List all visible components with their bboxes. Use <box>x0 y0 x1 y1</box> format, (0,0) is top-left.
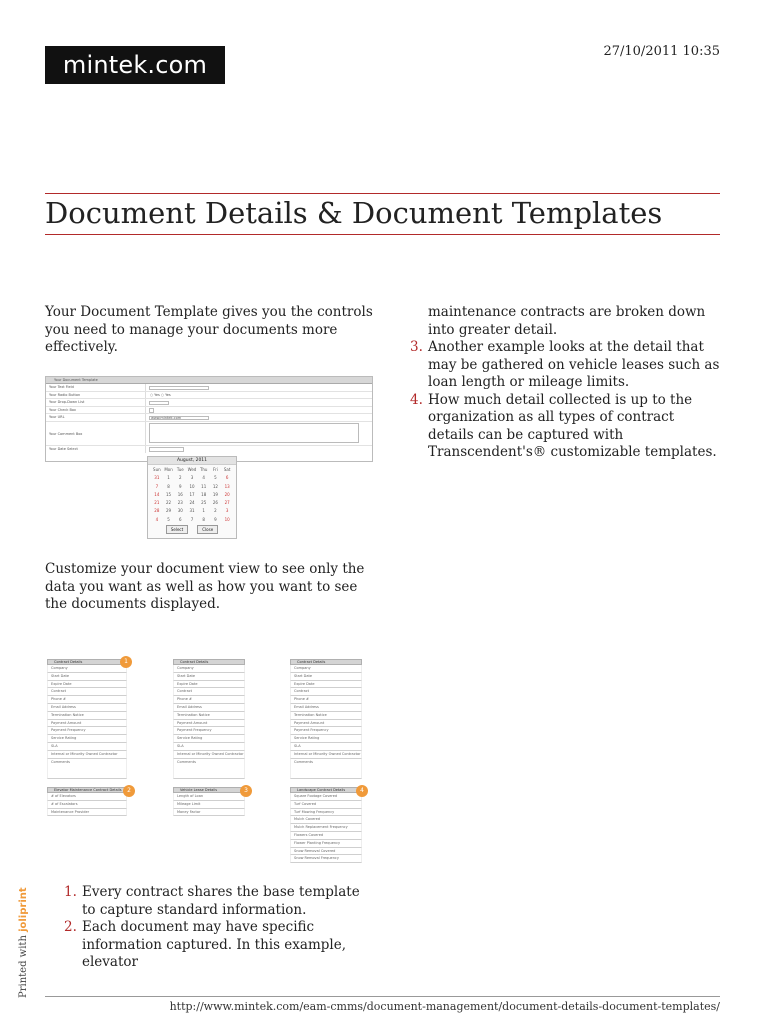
calendar-day-header: Thu <box>199 467 208 472</box>
template-field: # of Escalators <box>47 801 127 809</box>
template-contract_details <box>47 659 127 779</box>
template-field: Mulch Replacement Frequency <box>290 824 362 832</box>
form-label: Your Check Box <box>46 407 146 414</box>
customize-paragraph: Customize your document view to see only the data you want as well as how you want to see the documents displayed. <box>45 561 365 612</box>
template-header: Contract Details <box>47 659 127 665</box>
list-item: 1. Every contract shares the base template to capture standard information. <box>64 884 360 918</box>
page-title: Document Details & Document Templates <box>45 196 663 230</box>
calendar-date: 1 <box>202 508 205 514</box>
calendar-close-button: Close <box>197 525 218 534</box>
calendar-date: 22 <box>166 500 172 506</box>
template-header: Elevator Maintenance Contract Details <box>47 787 127 793</box>
joliprint-logo: joliprint <box>18 887 29 932</box>
template-field: Expire Date <box>47 681 127 689</box>
calendar-date: 7 <box>155 483 159 489</box>
numbered-list-right <box>410 339 722 462</box>
template-field: Email Address <box>173 704 245 712</box>
numbered-list-left <box>64 884 374 972</box>
calendar-month: August, 2011 <box>148 457 236 465</box>
template-field: Length of Loan <box>173 793 245 801</box>
date-picker-calendar <box>147 456 237 539</box>
calendar-day-header: Sun <box>153 467 161 472</box>
template-field: Start Date <box>47 673 127 681</box>
form-label: Your Radio Button <box>46 392 146 399</box>
calendar-date: 18 <box>201 491 207 497</box>
calendar-day-header: Tue <box>176 467 184 472</box>
template-field: Start Date <box>290 673 362 681</box>
template-field: Email Address <box>47 704 127 712</box>
template-field: Service Rating <box>290 735 362 743</box>
template-field: Contract <box>47 688 127 696</box>
calendar-date: 2 <box>179 475 182 481</box>
source-url-link[interactable]: http://www.mintek.com/eam-cmms/document-management/document-details-document-templates/ <box>169 1000 720 1013</box>
calendar-date: 10 <box>189 483 195 489</box>
calendar-date: 23 <box>177 500 183 506</box>
list-item: 2. Each document may have specific information captured. In this example, elevator <box>64 919 347 970</box>
template-field: Payment Amount <box>290 720 362 728</box>
template-field: Phone # <box>173 696 245 704</box>
template-field: Phone # <box>290 696 362 704</box>
calendar-date: 5 <box>167 516 170 522</box>
template-field: Termination Notice <box>47 712 127 720</box>
template-field: Termination Notice <box>173 712 245 720</box>
printed-with-label: Printed with <box>18 935 29 998</box>
continued-text: maintenance contracts are broken down into greater detail. <box>428 304 706 338</box>
calendar-date: 8 <box>167 483 170 489</box>
calendar-date: 6 <box>179 516 182 522</box>
template-field: Expire Date <box>290 681 362 689</box>
calendar-date: 17 <box>189 491 195 497</box>
title-top-rule <box>45 193 720 194</box>
template-field: SLA <box>290 743 362 751</box>
calendar-date: 12 <box>212 483 218 489</box>
template-field: SLA <box>47 743 127 751</box>
form-label: Your Date Select <box>46 446 146 454</box>
template-field: Comments <box>290 759 362 779</box>
mintek-logo[interactable]: mintek.com <box>45 46 225 84</box>
calendar-date: 9 <box>179 483 182 489</box>
intro-paragraph: Your Document Template gives you the controls you need to manage your documents more effectively. <box>45 304 373 355</box>
calendar-date: 31 <box>189 508 195 514</box>
list-item: 3. Another example looks at the detail that may be gathered on vehicle leases such as loan length or mileage limits. <box>410 339 720 390</box>
calendar-date: 3 <box>225 508 229 514</box>
form-label: Your Text Field <box>46 384 146 391</box>
template-field: Payment Frequency <box>290 727 362 735</box>
template-field: Payment Frequency <box>173 727 245 735</box>
template-field: Internal or Minority Owned Contractor <box>173 751 245 759</box>
template-field: Contract <box>173 688 245 696</box>
template-field: Mileage Limit <box>173 801 245 809</box>
template-field: SLA <box>173 743 245 751</box>
template-field: Contract <box>290 688 362 696</box>
url-field: www.mintek.com <box>149 416 209 421</box>
step-badge: 4 <box>356 785 368 797</box>
calendar-select-button: Select <box>166 525 188 534</box>
calendar-date: 9 <box>214 516 217 522</box>
calendar-date: 31 <box>154 475 160 481</box>
calendar-date: 10 <box>224 516 230 522</box>
calendar-date: 2 <box>214 508 217 514</box>
form-label: Your Drop-Down List <box>46 399 146 406</box>
template-field: Email Address <box>290 704 362 712</box>
template-header: Contract Details <box>290 659 362 665</box>
calendar-day-header: Sat <box>223 467 231 472</box>
template-vehicle <box>173 787 245 816</box>
step-badge: 3 <box>240 785 252 797</box>
document-template-form-screenshot: Your Document Template Your Text Field Your Radio Button ○ Yes ○ Yes Your Drop-Down List Your Check Box Your URL www.mintek.com Your Comment Box Your Date Select <box>45 376 373 462</box>
calendar-date: 4 <box>155 516 159 522</box>
calendar-date: 28 <box>154 508 160 514</box>
calendar-date: 11 <box>201 483 207 489</box>
template-elevator <box>47 787 127 816</box>
template-field: Comments <box>47 759 127 779</box>
calendar-date: 30 <box>177 508 183 514</box>
calendar-date: 15 <box>166 491 172 497</box>
joliprint-credit[interactable] <box>18 862 40 998</box>
template-field: Flower Planting Frequency <box>290 840 362 848</box>
calendar-date: 24 <box>189 500 195 506</box>
list-item: 4. How much detail collected is up to the organization as all types of contract details can be captured with Transcendent's® customizable templates. <box>410 391 717 460</box>
template-landscape <box>290 787 362 863</box>
template-field: Expire Date <box>173 681 245 689</box>
template-field: Comments <box>173 759 245 779</box>
calendar-date: 19 <box>212 491 218 497</box>
calendar-date: 8 <box>202 516 205 522</box>
template-contract_details <box>290 659 362 779</box>
calendar-date: 20 <box>224 491 230 497</box>
calendar-date: 26 <box>212 500 218 506</box>
calendar-day-header: Wed <box>187 467 197 472</box>
template-field: Payment Amount <box>173 720 245 728</box>
step-badge: 1 <box>120 656 132 668</box>
template-field: Internal or Minority Owned Contractor <box>47 751 127 759</box>
calendar-date: 3 <box>190 475 194 481</box>
template-field: Termination Notice <box>290 712 362 720</box>
template-field: Money Factor <box>173 809 245 817</box>
calendar-date: 5 <box>214 475 217 481</box>
template-field: Snow Removal Frequency <box>290 855 362 863</box>
form-label: Your URL <box>46 414 146 421</box>
calendar-date: 13 <box>224 483 230 489</box>
template-field: Snow Removal Covered <box>290 848 362 856</box>
calendar-day-header: Fri <box>213 467 218 472</box>
template-field: Square Footage Covered <box>290 793 362 801</box>
calendar-date: 14 <box>154 491 160 497</box>
calendar-date: 7 <box>190 516 194 522</box>
calendar-date: 1 <box>167 475 170 481</box>
calendar-date: 25 <box>201 500 207 506</box>
calendar-date: 21 <box>154 500 160 506</box>
calendar-date: 6 <box>225 475 229 481</box>
template-contract_details <box>173 659 245 779</box>
calendar-date: 16 <box>177 491 183 497</box>
step-badge: 2 <box>123 785 135 797</box>
template-field: Company <box>173 665 245 673</box>
template-header: Landscape Contract Details <box>290 787 362 793</box>
template-field: Service Rating <box>173 735 245 743</box>
calendar-day-header: Mon <box>164 467 173 472</box>
template-field: # of Elevators <box>47 793 127 801</box>
template-field: Payment Frequency <box>47 727 127 735</box>
template-field: Turf Covered <box>290 801 362 809</box>
template-field: Start Date <box>173 673 245 681</box>
calendar-date: 29 <box>166 508 172 514</box>
template-field: Maintenance Provider <box>47 809 127 817</box>
footer-rule <box>45 996 720 997</box>
title-bottom-rule <box>45 234 720 235</box>
template-field: Internal or Minority Owned Contractor <box>290 751 362 759</box>
template-field: Company <box>47 665 127 673</box>
template-header: Contract Details <box>173 659 245 665</box>
template-header: Vehicle Lease Details <box>173 787 245 793</box>
template-field: Turf Mowing Frequency <box>290 809 362 817</box>
template-field: Payment Amount <box>47 720 127 728</box>
calendar-date: 4 <box>202 475 205 481</box>
right-column <box>410 304 722 462</box>
template-field: Mulch Covered <box>290 816 362 824</box>
calendar-date: 27 <box>224 500 230 506</box>
form-header: Your Document Template <box>46 377 372 384</box>
print-timestamp: 27/10/2011 10:35 <box>603 44 720 59</box>
template-field: Company <box>290 665 362 673</box>
template-field: Flowers Covered <box>290 832 362 840</box>
form-label: Your Comment Box <box>46 422 146 445</box>
template-field: Phone # <box>47 696 127 704</box>
template-field: Service Rating <box>47 735 127 743</box>
